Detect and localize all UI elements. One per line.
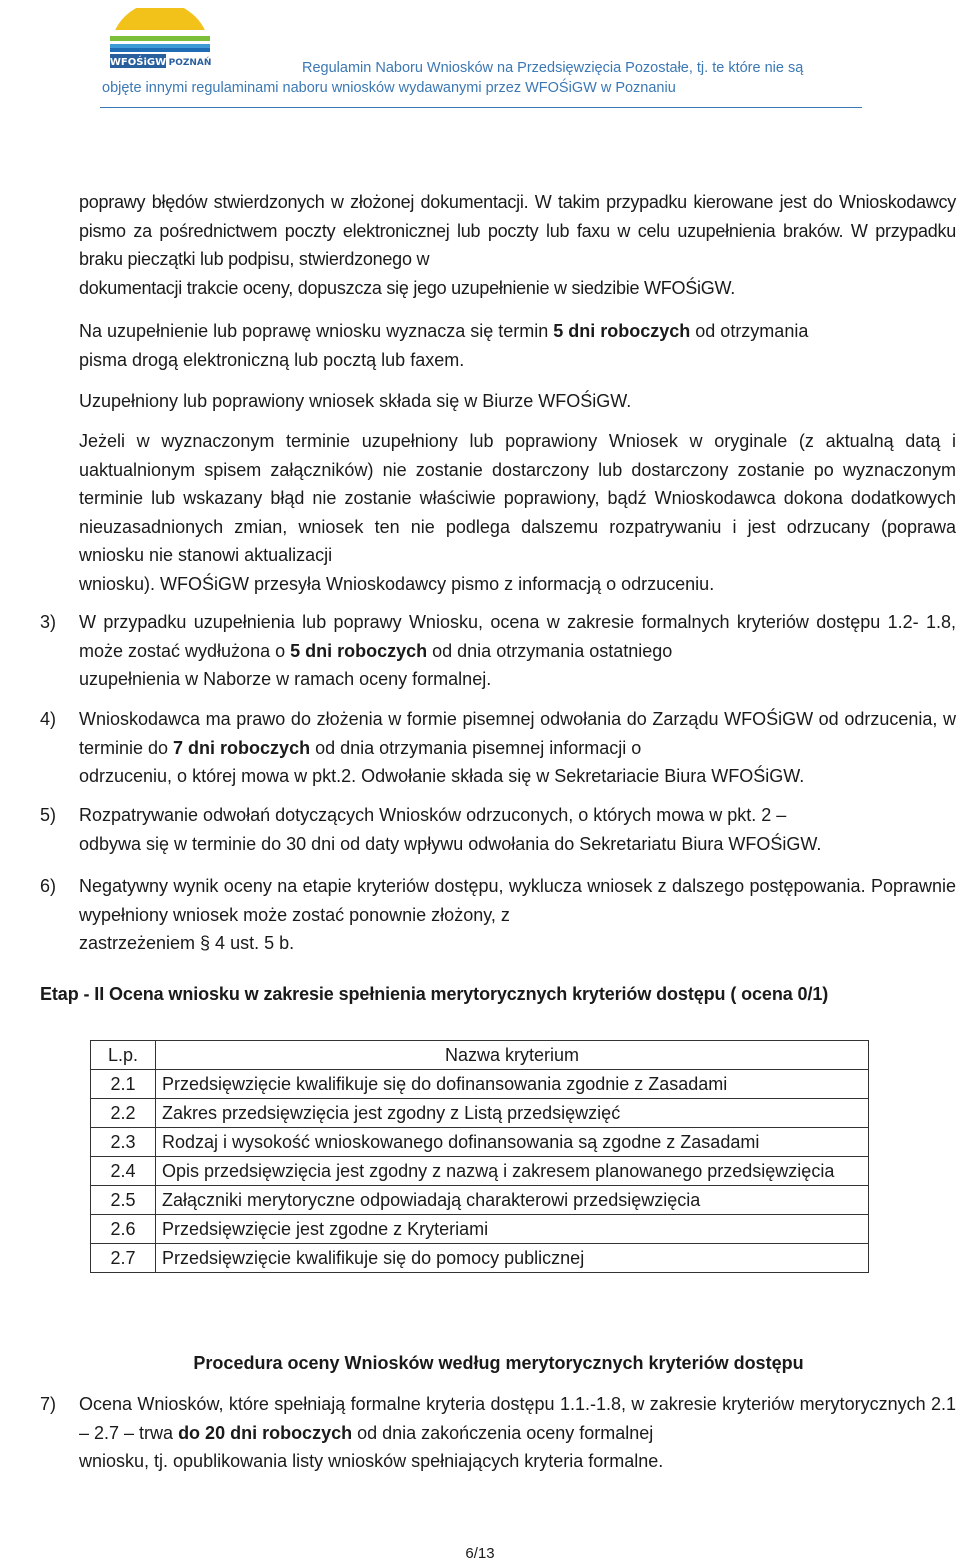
header-cell-name: Nazwa kryterium xyxy=(156,1041,869,1070)
text-part: W przypadku uzupełnienia lub poprawy Wniosku, ocena w zakresie formalnych kryteriów dostępu 1.2- 1.8, może zostać wydłużona o xyxy=(79,612,956,661)
row-number: 2.7 xyxy=(91,1244,156,1273)
paragraph-deadline xyxy=(79,317,956,374)
list-item-4 xyxy=(40,705,956,791)
text-part: od dnia otrzymania pisemnej informacji o xyxy=(310,737,642,758)
list-item-5 xyxy=(40,801,956,858)
bold-deadline: do 20 dni roboczych xyxy=(178,1422,353,1443)
bold-deadline: 5 dni roboczych xyxy=(290,640,428,661)
row-number: 2.6 xyxy=(91,1215,156,1244)
paragraph-tail: pisma drogą elektroniczną lub pocztą lub faxem. xyxy=(79,349,465,370)
logo-graphic xyxy=(104,8,216,72)
text-part: od otrzymania xyxy=(690,321,809,341)
list-item-7 xyxy=(40,1390,956,1476)
list-item-3 xyxy=(40,608,956,694)
paragraph-rejection xyxy=(79,427,956,599)
logo-text-right: POZNAŃ xyxy=(168,58,212,68)
list-item-6 xyxy=(40,872,956,958)
bold-deadline: 7 dni roboczych xyxy=(173,737,311,758)
list-body xyxy=(79,608,956,665)
header-divider xyxy=(100,107,862,108)
list-body: Rozpatrywanie odwołań dotyczących Wniosków odrzuconych, o których mowa w pkt. 2 – xyxy=(79,805,787,825)
text-part: Na uzupełnienie lub poprawę wniosku wyznacza się termin xyxy=(79,321,554,341)
list-tail: uzupełnienia w Naborze w ramach oceny formalnej. xyxy=(79,669,492,690)
criteria-table xyxy=(90,1040,869,1273)
header-title-line-1: Regulamin Naboru Wniosków na Przedsięwzięcia Pozostałe, tj. te które nie są xyxy=(302,60,804,76)
list-number: 3) xyxy=(40,612,57,632)
logo-text-left: WFOŚiGW xyxy=(109,57,167,68)
row-criterion: Przedsięwzięcie kwalifikuje się do pomocy publicznej xyxy=(156,1244,869,1273)
list-number: 7) xyxy=(40,1394,57,1414)
list-body: Negatywny wynik oceny na etapie kryteriów dostępu, wyklucza wniosek z dalszego postępowania. Poprawnie wypełniony wniosek może zostać ponownie złożony, z xyxy=(79,876,956,925)
row-number: 2.3 xyxy=(91,1128,156,1157)
row-number: 2.5 xyxy=(91,1186,156,1215)
list-tail: wniosku, tj. opublikowania listy wniosków spełniających kryteria formalne. xyxy=(79,1451,664,1472)
list-body xyxy=(79,705,956,762)
header-cell-lp: L.p. xyxy=(91,1041,156,1070)
text-part: Ocena Wniosków, które spełniają formalne kryteria dostępu 1.1.-1.8, w zakresie kryteriów merytorycznych 2.1 – 2.7 – trwa xyxy=(79,1394,956,1443)
bold-deadline: 5 dni roboczych xyxy=(553,321,691,341)
row-number: 2.1 xyxy=(91,1070,156,1099)
text-part: Wnioskodawca ma prawo do złożenia w formie pisemnej odwołania do Zarządu WFOŚiGW od odrzucenia, w terminie do xyxy=(79,709,956,758)
list-text xyxy=(79,801,956,858)
table-row xyxy=(91,1157,869,1186)
list-tail: zastrzeżeniem § 4 ust. 5 b. xyxy=(79,933,295,954)
row-criterion: Zakres przedsięwzięcia jest zgodny z Listą przedsięwzięć xyxy=(156,1099,869,1128)
header-title-line-2: objęte innymi regulaminami naboru wniosków wydawanymi przez WFOŚiGW w Poznaniu xyxy=(102,80,676,96)
row-criterion: Opis przedsięwzięcia jest zgodny z nazwą i zakresem planowanego przedsięwzięcia xyxy=(156,1157,869,1186)
wfosigw-logo xyxy=(104,8,216,72)
row-number: 2.4 xyxy=(91,1157,156,1186)
procedure-heading: Procedura oceny Wniosków według merytorycznych kryteriów dostępu xyxy=(193,1353,804,1373)
table-row xyxy=(91,1244,869,1273)
paragraph-text: Uzupełniony lub poprawiony wniosek składa się w Biurze WFOŚiGW. xyxy=(79,391,632,411)
page-number: 6/13 xyxy=(465,1545,495,1562)
paragraph-submission xyxy=(79,387,956,416)
table-row xyxy=(91,1099,869,1128)
paragraph-body: poprawy błędów stwierdzonych w złożonej dokumentacji. W takim przypadku kierowane jest do Wnioskodawcy pismo za pośrednictwem poczty elektronicznej lub poczty lub faxu w celu uzupełnienia braków. W przypadku braku pieczątki lub podpisu, stwierdzonego w xyxy=(79,192,956,270)
table-header-row xyxy=(91,1041,869,1070)
table-row xyxy=(91,1215,869,1244)
row-criterion: Załączniki merytoryczne odpowiadają charakterowi przedsięwzięcia xyxy=(156,1186,869,1215)
list-text xyxy=(79,1390,956,1476)
paragraph-body xyxy=(79,317,956,346)
table-row xyxy=(91,1128,869,1157)
paragraph-tail: dokumentacji trakcie oceny, dopuszcza się jego uzupełnienie w siedzibie WFOŚiGW. xyxy=(79,277,735,298)
paragraph-corrections xyxy=(79,188,956,302)
etap-heading: Etap - II Ocena wniosku w zakresie spełnienia merytorycznych kryteriów dostępu ( ocena 0/1) xyxy=(40,984,829,1004)
row-criterion: Przedsięwzięcie kwalifikuje się do dofinansowania zgodnie z Zasadami xyxy=(156,1070,869,1099)
text-part: od dnia otrzymania ostatniego xyxy=(427,640,673,661)
row-criterion: Rodzaj i wysokość wnioskowanego dofinansowania są zgodne z Zasadami xyxy=(156,1128,869,1157)
list-tail: odrzuceniu, o której mowa w pkt.2. Odwołanie składa się w Sekretariacie Biura WFOŚiGW. xyxy=(79,766,805,787)
list-number: 6) xyxy=(40,876,57,896)
text-part: od dnia zakończenia oceny formalnej xyxy=(352,1422,654,1443)
table-row xyxy=(91,1186,869,1215)
paragraph-body: Jeżeli w wyznaczonym terminie uzupełniony lub poprawiony Wniosek w oryginale (z aktualną datą i uaktualnionym spisem załączników) nie zostanie dostarczony lub dostarczony zostanie po wyznaczonym terminie lub wskazany błąd nie zostanie właściwie poprawiony, bądź Wnioskodawca dokona dodatkowych nieuzasadnionych zmian, wniosek ten nie podlega dalszemu rozpatrywaniu i jest odrzucany (poprawa wniosku nie stanowi aktualizacji xyxy=(79,431,956,566)
row-number: 2.2 xyxy=(91,1099,156,1128)
row-criterion: Przedsięwzięcie jest zgodne z Kryteriami xyxy=(156,1215,869,1244)
table-row xyxy=(91,1070,869,1099)
list-tail: odbywa się w terminie do 30 dni od daty wpływu odwołania do Sekretariatu Biura WFOŚiGW. xyxy=(79,833,822,854)
paragraph-tail: wniosku). WFOŚiGW przesyła Wnioskodawcy pismo z informacją o odrzuceniu. xyxy=(79,573,715,594)
list-text xyxy=(79,608,956,694)
list-number: 5) xyxy=(40,805,57,825)
list-text xyxy=(79,705,956,791)
list-text xyxy=(79,872,956,958)
list-number: 4) xyxy=(40,709,57,729)
list-body xyxy=(79,1390,956,1447)
